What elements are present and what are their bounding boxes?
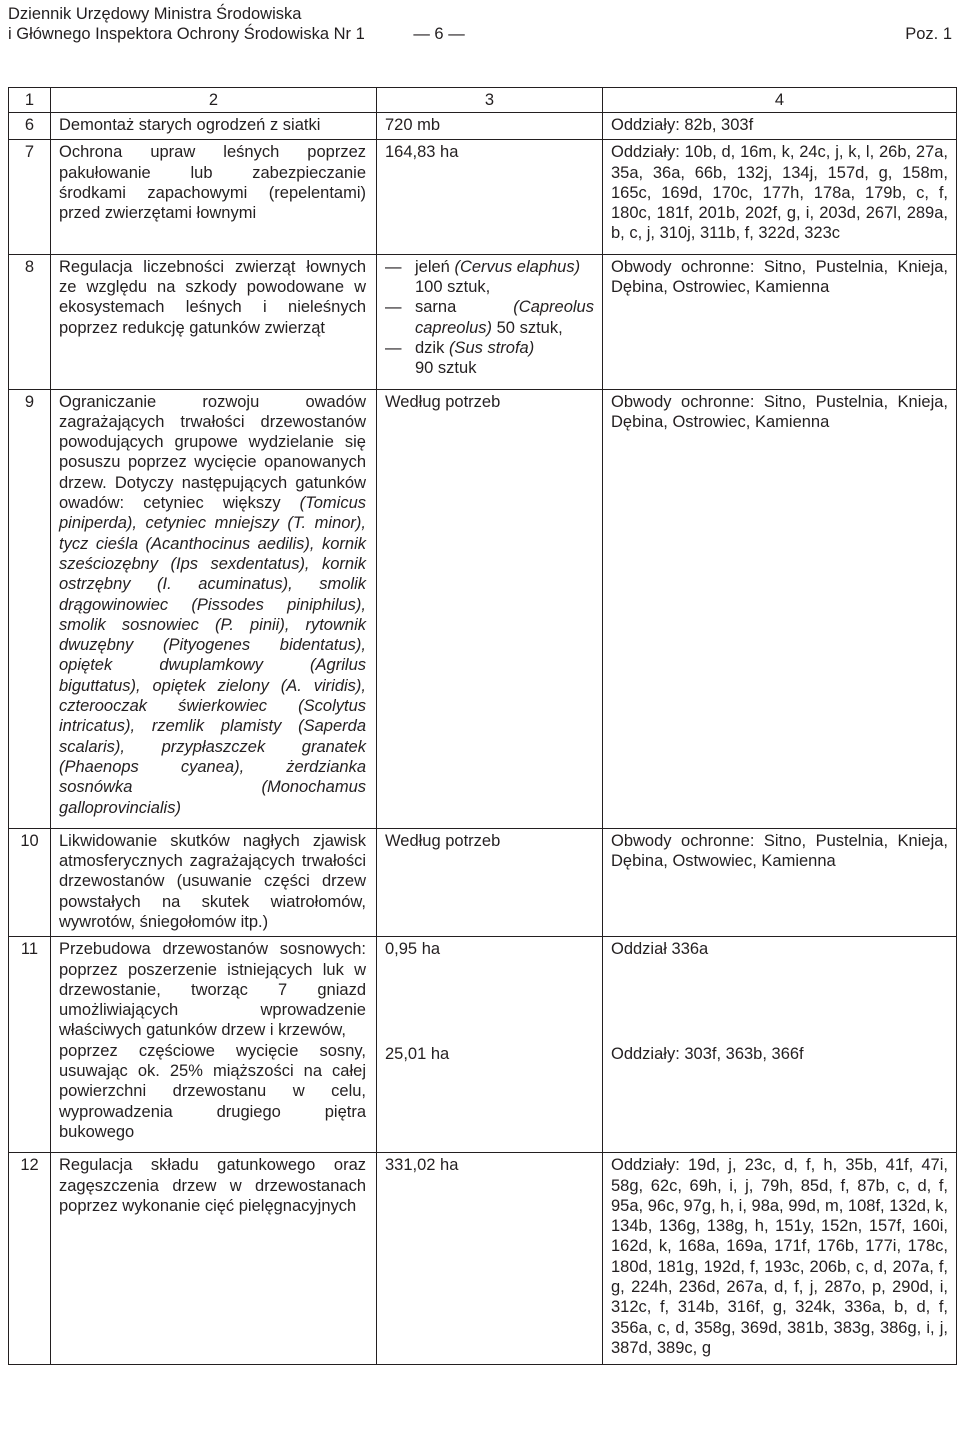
row-description: Ochrona upraw leśnych poprzez pakułowanie lub zabezpieczanie środkami zapachowymi (repelentami) przed zwierzętami łownymi	[51, 140, 377, 254]
location-part-b: Oddziały: 303f, 363b, 366f	[611, 1044, 804, 1063]
species-latin: (Capreolus capreolus)	[415, 298, 594, 337]
journal-title: Dziennik Urzędowy Ministra Środowiska	[8, 5, 302, 23]
description-plain: Ograniczanie rozwoju owadów zagrażających trwałości drzewostanów powodujących grupowe wydzielanie się posuszu poprzez wycięcie opanowanych drzew. Dotyczy następujących gatunków owadów: cetyniec większy	[59, 392, 366, 513]
row-quantity: Według potrzeb	[377, 389, 603, 828]
row-number: 7	[9, 140, 51, 254]
row-location: Oddziały: 19d, j, 23c, d, f, h, 35b, 41f, 47i, 58g, 62c, 69h, i, j, 79h, 85d, f, 87b, c, d, f, 95a, 96c, 97g, h, i, 98a, 99d, m, 108f, 132d, k, 134b, 136g, 138g, h, 151y, 152n, 157f, 160i, 162d, k, 168a, 169a, 171f, 176b, 177i, 178c, 180d, 181g, 192d, f, 193c, 206b, c, d, 207a, f, g, 224h, 236d, 267a, d, f, j, 287o, p, 290d, i, 312c, f, 314b, 316f, g, 324k, 336a, b, d, f, 356a, c, d, 358g, 369d, 381b, 383g, 386g, i, j, 387d, 389c, g	[603, 1153, 957, 1365]
position-number: Poz. 1	[905, 25, 952, 43]
species-count: 90 sztuk	[415, 359, 477, 378]
column-header-3: 3	[377, 88, 603, 113]
row-description	[51, 937, 377, 1153]
species-count: 50 sztuk,	[492, 318, 563, 337]
row-number: 6	[9, 113, 51, 140]
quantity-item-text	[415, 257, 594, 298]
row-number: 9	[9, 389, 51, 828]
table-row	[9, 140, 957, 254]
quantity-item-text	[415, 297, 594, 338]
quantity-item-text	[415, 338, 594, 379]
row-location: Obwody ochronne: Sitno, Pustelnia, Knieja, Dębina, Ostrowiec, Kamienna	[603, 389, 957, 828]
row-location	[603, 937, 957, 1153]
row-number: 8	[9, 254, 51, 389]
column-header-1: 1	[9, 88, 51, 113]
species-name: jeleń	[415, 257, 455, 276]
species-name: dzik	[415, 338, 449, 357]
row-location: Oddziały: 82b, 303f	[603, 113, 957, 140]
species-name: sarna	[415, 298, 514, 317]
quantity-item-red-deer	[385, 257, 594, 298]
row-quantity-list	[377, 254, 603, 389]
table-row	[9, 828, 957, 936]
row-quantity: Według potrzeb	[377, 828, 603, 936]
row-quantity: 164,83 ha	[377, 140, 603, 254]
dash-marker: —	[385, 257, 402, 276]
row-location: Oddziały: 10b, d, 16m, k, 24c, j, k, l, 26b, 27a, 35a, 36a, 66b, 132j, 134j, 157d, g, 158m, 165c, 169d, 170c, 177h, 178a, 179b, c, f, 180c, 181f, 201b, 202f, g, i, 203d, 267l, 289a, b, c, j, 310j, 311b, f, 322d, 323c	[603, 140, 957, 254]
journal-subtitle	[8, 24, 952, 44]
table-row	[9, 254, 957, 389]
quantity-item-roe-deer	[385, 297, 594, 338]
row-location: Obwody ochronne: Sitno, Pustelnia, Knieja, Dębina, Ostwowiec, Kamienna	[603, 828, 957, 936]
species-latin: (Sus strofa)	[448, 338, 535, 357]
row-number: 11	[9, 937, 51, 1153]
document-header	[8, 4, 952, 44]
description-species-list: (Tomicus piniperda), cetyniec mniejszy (T. minor), tycz cieśla (Acanthocinus aedilis), kornik sześciozębny (Ips sexdentatus), kornik ostrzębny (I. acuminatus), smolik drągowinowiec (Pissodes piniphilus), smolik sosnowiec (P. pinii), rytownik dwuzębny (Pityogenes bidentatus), opiętek dwuplamkowy (Agrilus biguttatus), opiętek zielony (A. viridis), czterooczak świerkowiec (Scolytus intricatus), rzemlik plamisty (Saperda scalaris), przypłaszczek granatek (Phaenops cyanea), żerdzianka sosnówka (Monochamus galloprovincialis)	[59, 494, 366, 817]
column-header-2: 2	[51, 88, 377, 113]
table-row	[9, 113, 957, 140]
row-description: Regulacja składu gatunkowego oraz zagęszczenia drzew w drzewostanach poprzez wykonanie cięć pielęgnacyjnych	[51, 1153, 377, 1365]
location-part-a: Oddział 336a	[611, 940, 709, 959]
row-location: Obwody ochronne: Sitno, Pustelnia, Knieja, Dębina, Ostrowiec, Kamienna	[603, 254, 957, 389]
page-number: — 6 —	[413, 25, 465, 43]
table-row	[9, 937, 957, 1153]
measures-table	[8, 87, 957, 1365]
row-description: Demontaż starych ogrodzeń z siatki	[51, 113, 377, 140]
description-part-b: poprzez częściowe wycięcie sosny, usuwając ok. 25% miąższości na całej powierzchni drzewostanu w celu, wyprowadzenia drugiego piętra bukowego	[59, 1041, 366, 1141]
row-description: Likwidowanie skutków nagłych zjawisk atmosferycznych zagrażających trwałości drzewostanów (usuwanie części drzew powstałych na skutek wiatrołomów, wywrotów, śniegołomów itp.)	[51, 828, 377, 936]
row-quantity: 331,02 ha	[377, 1153, 603, 1365]
row-number: 12	[9, 1153, 51, 1365]
row-quantity: 720 mb	[377, 113, 603, 140]
spacer	[611, 960, 948, 1044]
column-header-4: 4	[603, 88, 957, 113]
row-quantity	[377, 937, 603, 1153]
table-row	[9, 389, 957, 828]
column-number-row	[9, 88, 957, 113]
description-part-a: Przebudowa drzewostanów sosnowych: poprzez poszerzenie istniejących luk w drzewostanie, tworząc 7 gniazd umożliwiających wprowadzenie właściwych gatunków drzew i krzewów,	[59, 940, 366, 1040]
species-latin: (Cervus elaphus)	[454, 257, 581, 276]
species-count: 100 sztuk,	[415, 278, 491, 297]
spacer	[385, 960, 594, 1044]
dash-marker: —	[385, 338, 402, 357]
row-number: 10	[9, 828, 51, 936]
quantity-part-b: 25,01 ha	[385, 1044, 450, 1063]
row-description: Regulacja liczebności zwierząt łownych ze względu na szkody powodowane w ekosystemach leśnych i nieleśnych poprzez redukcję gatunków zwierząt	[51, 254, 377, 389]
journal-subtitle-text: i Głównego Inspektora Ochrony Środowiska Nr 1	[8, 25, 365, 43]
quantity-part-a: 0,95 ha	[385, 940, 441, 959]
dash-marker: —	[385, 298, 402, 317]
row-description	[51, 389, 377, 828]
table-row	[9, 1153, 957, 1365]
quantity-item-wild-boar	[385, 338, 594, 379]
